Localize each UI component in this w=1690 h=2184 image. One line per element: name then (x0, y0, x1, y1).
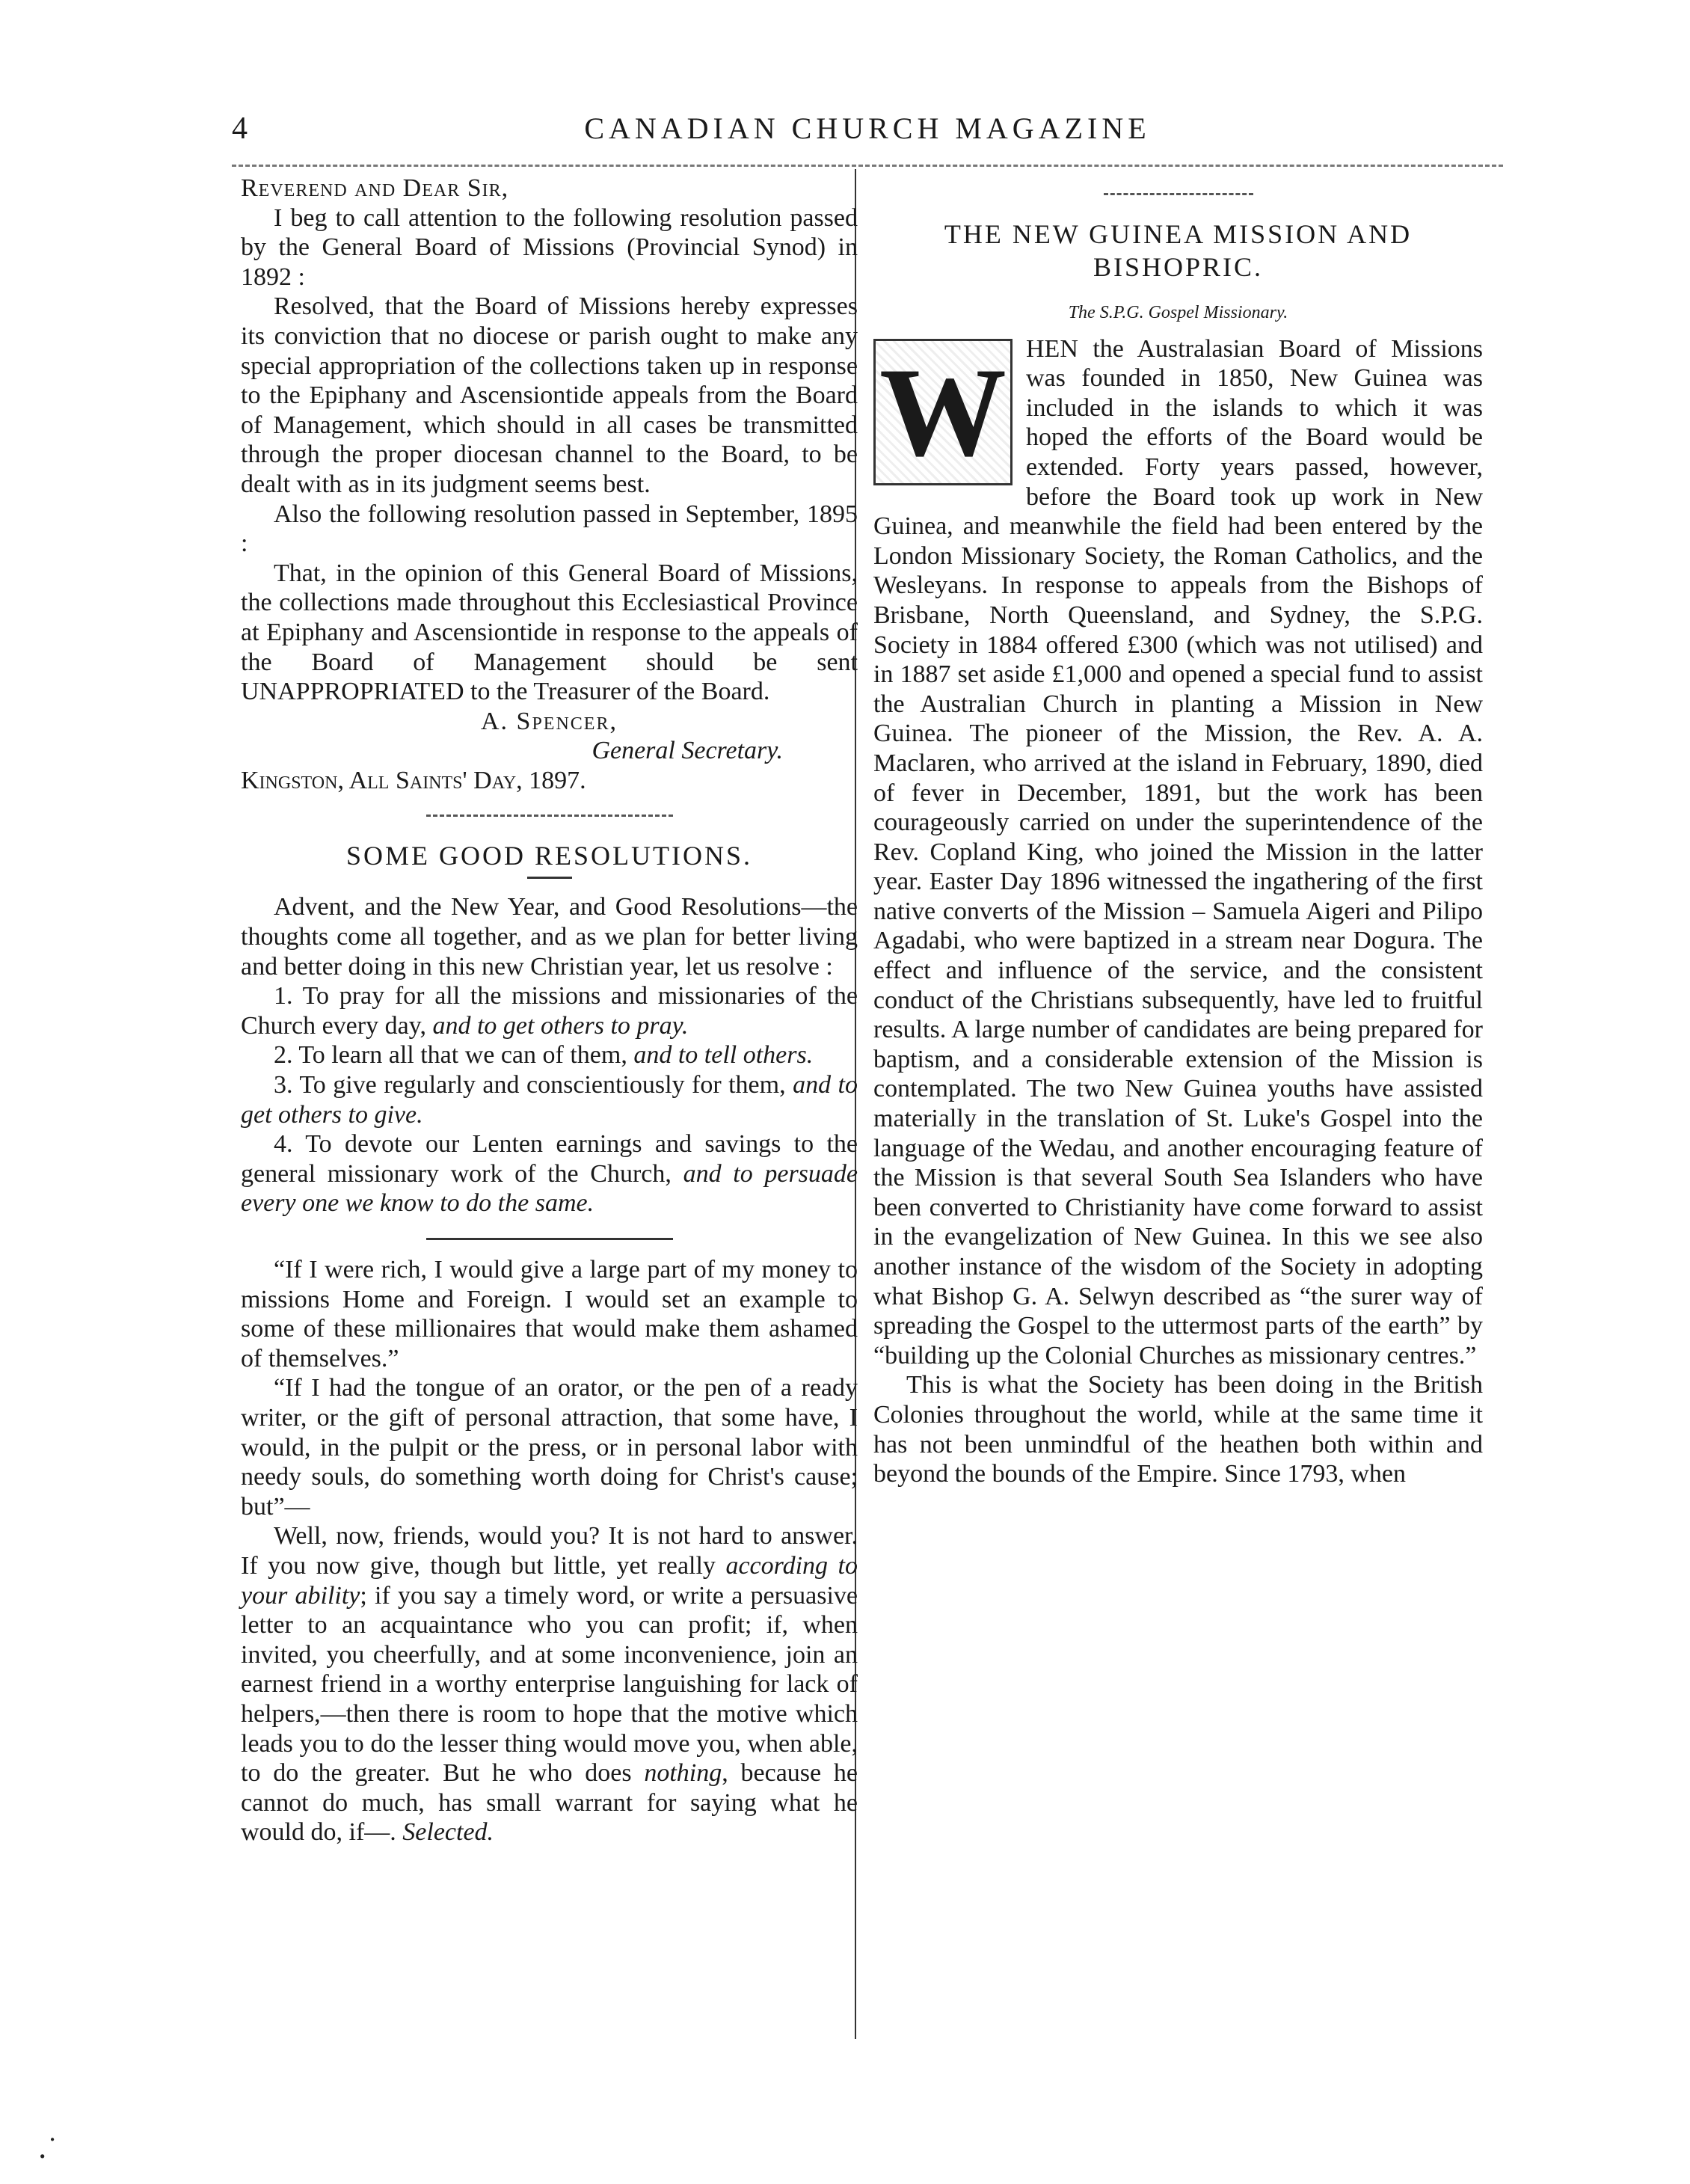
page-number: 4 (232, 111, 248, 146)
section-divider (1104, 193, 1253, 195)
header-rule (232, 165, 1503, 167)
letter-place-date: Kingston, All Saints' Day, 1897. (241, 766, 586, 794)
resolution-item: 2. To learn all that we can of them, and to tell others. (274, 1041, 814, 1070)
letter-paragraph: That, in the opinion of this General Board of Missions, the collections made throughout this Ecclesiastical Province at Epiphany and Ascensiontide in response to the appeals of the Board of Management should be sent UNAPPROPRIATED to the Treasurer of the Board. (241, 559, 858, 706)
running-title: CANADIAN CHURCH MAGAZINE (584, 111, 1151, 145)
heading-dash (527, 877, 572, 879)
letter-signature-title: General Secretary. (592, 737, 783, 765)
quote-paragraph: “If I had the tongue of an orator, or the pen of a ready writer, or the gift of personal attraction, that some have, I would, in the pulpit or the press, or in personal labor with needy souls, do something worth doing for Christ's cause; but”— (241, 1374, 858, 1521)
letter-signature: A. Spencer, (481, 707, 618, 735)
resolutions-intro: Advent, and the New Year, and Good Resolutions—the thoughts come all together, and as we plan for better living and better doing in this new Christian year, let us resolve : (241, 893, 858, 981)
letter-paragraph: I beg to call attention to the following resolution passed by the General Board of Missions (Provincial Synod) in 1892 : (241, 203, 858, 291)
letter-salutation: Reverend and Dear Sir, (241, 174, 509, 202)
quote-paragraph: Well, now, friends, would you? It is not hard to answer. If you now give, though but little, yet really according to your ability; if you say a timely word, or write a persuasive letter to an acquaintance who you can profit; if, when invited, you cheerfully, and at some inconvenience, join an earnest friend in a worthy enterprise languishing for lack of helpers,—then there is room to hope that the motive which leads you to do the lesser thing would move you, when able, to do the greater. But he who does nothing, because he cannot do much, has small warrant for saying what he would do, if—. Selected. (241, 1522, 858, 1847)
letter-paragraph: Also the following resolution passed in September, 1895 : (241, 500, 858, 558)
resolution-item: 1. To pray for all the missions and missionaries of the Church every day, and to get others to pray. (241, 982, 858, 1040)
resolutions-heading: SOME GOOD RESOLUTIONS. (345, 841, 753, 871)
resolution-item: 3. To give regularly and conscientiously for them, and to get others to give. (241, 1071, 858, 1129)
right-column-guinea (873, 174, 1483, 1489)
guinea-body (873, 334, 1483, 1371)
section-divider (426, 1238, 673, 1240)
guinea-source: The S.P.G. Gospel Missionary. (1068, 303, 1288, 322)
left-column (241, 174, 858, 1847)
scan-specks: ․˙ (37, 2131, 58, 2165)
resolution-item: 4. To devote our Lenten earnings and savings to the general missionary work of the Church, and to persuade every one we know to do the same. (241, 1130, 858, 1218)
guinea-paragraph: HEN the Australasian Board of Missions was founded in 1850, New Guinea was included in the islands to which it was hoped the efforts of the Board would be extended. Forty years passed, however, before the Board took up work in New Guinea, and meanwhile the field had been entered by the London Missionary Society, the Roman Catholics, and the Wesleyans. In response to appeals from the Bishops of Brisbane, North Queensland, and Sydney, the S.P.G. Society in 1884 offered £300 (which was not utilised) and in 1887 set aside £1,000 and opened a special fund to assist the Australian Church in planting a Mission in New Guinea. The pioneer of the Mission, the Rev. A. A. Maclaren, who arrived at the island in February, 1890, died of fever in December, 1891, but the work has been courageously carried on under the superintendence of the Rev. Copland King, who joined the Mission in the latter year. Easter Day 1896 witnessed the ingathering of the first native converts of the Mission – Samuela Aigeri and Pilipo Agadabi, who were baptized in a stream near Dogura. The effect and influence of the service, and the consistent conduct of the Christians subsequently, have led to fruitful results. A large number of candidates are being prepared for baptism, and a considerable extension of the Mission is contemplated. The two New Guinea youths have assisted materially in the translation of St. Luke's Gospel into the language of the Wedau, and another encouraging feature of the Mission is that several South Sea Islanders who have been converted to Christianity have come forward to assist in the evangelization of New Guinea. In this we see also another instance of the wisdom of the Society in adopting what Bishop G. A. Selwyn described as “the surer way of spreading the Gospel to the uttermost parts of the earth” by “building up the Colonial Churches as missionary centres.” (873, 334, 1483, 1369)
guinea-heading: THE NEW GUINEA MISSION AND BISHOPRIC. (944, 219, 1413, 282)
letter-paragraph: Resolved, that the Board of Missions hereby expresses its conviction that no diocese or parish ought to make any special appropriation of the collections taken up in response to the Epiphany and Ascensiontide appeals from the Board of Management, which should in all cases be transmitted through the proper diocesan channel to the Board, to be dealt with as in its judgment seems best. (241, 292, 858, 498)
page-header (232, 105, 1503, 157)
guinea-paragraph: This is what the Society has been doing in the British Colonies throughout the world, while at the same time it has not been unmindful of the heathen both within and beyond the bounds of the Empire. Since 1793, when (873, 1371, 1483, 1488)
drop-cap: W (873, 339, 1013, 485)
quote-paragraph: “If I were rich, I would give a large part of my money to missions Home and Foreign. I would set an example to some of these millionaires that would make them ashamed of themselves.” (241, 1256, 858, 1372)
section-divider (426, 815, 673, 817)
